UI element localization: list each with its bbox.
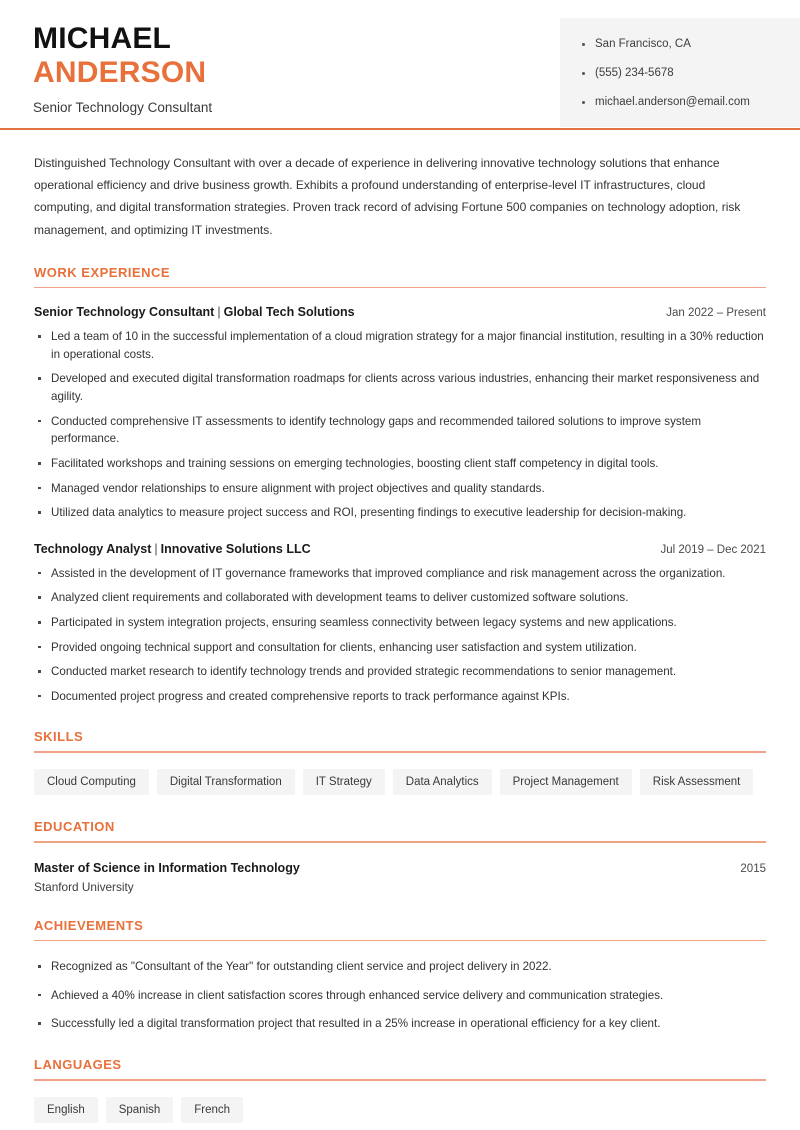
achievement-bullet: [34, 1015, 766, 1033]
experience-entry-header: [34, 305, 766, 319]
section-education: [34, 819, 766, 894]
experience-entry: [34, 305, 766, 521]
section-heading-education: EDUCATION: [34, 819, 115, 835]
square-bullet-icon: [38, 487, 41, 490]
section-divider: [34, 940, 766, 942]
title-separator: |: [217, 305, 221, 320]
bullet-dot-icon: [582, 72, 585, 75]
experience-bullet-list: [34, 565, 766, 706]
experience-bullet-text: Led a team of 10 in the successful implementation of a cloud migration strategy for a major financial institution, resulting in a 30% reduction in operational costs.: [51, 330, 764, 361]
experience-entry-header: [34, 542, 766, 556]
achievement-bullet-text: Achieved a 40% increase in client satisfaction scores through enhanced service delivery and communication strategies.: [51, 988, 664, 1002]
language-chip: English: [34, 1097, 98, 1123]
resume-header: [0, 0, 800, 128]
experience-bullet-text: Conducted comprehensive IT assessments to identify technology gaps and recommended tailored solutions to improve system performance.: [51, 414, 702, 446]
language-chip: French: [181, 1097, 243, 1123]
achievement-bullet-text: Successfully led a digital transformation project that resulted in a 25% increase in operational efficiency for a key client.: [51, 1017, 661, 1031]
section-divider: [34, 287, 766, 289]
first-name: MICHAEL: [33, 22, 172, 55]
skill-chip: IT Strategy: [303, 769, 385, 795]
achievement-bullet: [34, 987, 766, 1005]
section-divider: [34, 751, 766, 753]
experience-bullet: [34, 614, 766, 632]
experience-bullet-text: Developed and executed digital transformation roadmaps for clients across various industries, enhancing their market responsiveness and agility.: [51, 372, 760, 404]
section-heading-work-experience: WORK EXPERIENCE: [34, 264, 171, 280]
experience-bullet: [34, 589, 766, 607]
experience-bullet: [34, 455, 766, 473]
section-divider: [34, 841, 766, 843]
education-institution: Stanford University: [34, 879, 134, 894]
experience-date-range: Jul 2019 – Dec 2021: [660, 543, 766, 556]
experience-bullet-text: Provided ongoing technical support and consultation for clients, enhancing user satisfaction and system utilization.: [51, 640, 637, 654]
contact-info-box: [560, 18, 800, 127]
resume-content: [0, 152, 800, 1123]
experience-bullet-text: Analyzed client requirements and collaborated with development teams to deliver customized software solutions.: [51, 591, 629, 605]
experience-bullet: [34, 370, 766, 405]
language-chip: Spanish: [106, 1097, 174, 1123]
education-year: 2015: [740, 862, 766, 875]
experience-title-line: [34, 542, 311, 556]
experience-bullet-text: Managed vendor relationships to ensure alignment with project objectives and quality standards.: [51, 481, 545, 495]
experience-bullet-text: Utilized data analytics to measure project success and ROI, presenting findings to executive leadership for decision-making.: [51, 506, 687, 520]
experience-bullet-text: Documented project progress and created comprehensive reports to track performance against KPIs.: [51, 689, 570, 703]
square-bullet-icon: [38, 596, 41, 599]
square-bullet-icon: [38, 646, 41, 649]
square-bullet-icon: [38, 511, 41, 514]
experience-bullet-text: Participated in system integration projects, ensuring seamless connectivity between legacy systems and new applications.: [51, 615, 677, 629]
experience-company: Innovative Solutions LLC: [160, 541, 311, 556]
professional-title: Senior Technology Consultant: [33, 99, 213, 115]
experience-date-range: Jan 2022 – Present: [666, 307, 766, 320]
experience-bullet-list: [34, 328, 766, 521]
contact-phone-text: (555) 234-5678: [595, 66, 674, 79]
experience-role: Technology Analyst: [34, 541, 152, 556]
section-work-experience: [34, 265, 766, 706]
experience-bullet: [34, 639, 766, 657]
skill-chip: Data Analytics: [393, 769, 492, 795]
achievement-bullet-list: [34, 958, 766, 1033]
bullet-dot-icon: [582, 43, 585, 46]
skill-chip: Cloud Computing: [34, 769, 149, 795]
skill-chip: Digital Transformation: [157, 769, 295, 795]
achievement-bullet: [34, 958, 766, 976]
professional-summary: Distinguished Technology Consultant with over a decade of experience in delivering innovative technology solutions that enhance operational efficiency and drive business growth. Exhibits a profound understanding of enterprise-level IT infrastructures, cloud computing, and digital transformation strategies. Proven track record of advising Fortune 500 companies on technology adoption, risk management, and optimizing IT investments.: [34, 156, 741, 237]
section-languages: [34, 1057, 766, 1123]
title-separator: |: [154, 541, 158, 556]
contact-phone[interactable]: [582, 67, 800, 81]
square-bullet-icon: [38, 420, 41, 423]
experience-entry: [34, 542, 766, 706]
experience-bullet: [34, 565, 766, 583]
education-degree: Master of Science in Information Technology: [34, 860, 300, 875]
contact-email-text: michael.anderson@email.com: [595, 95, 750, 108]
experience-bullet-text: Facilitated workshops and training sessions on emerging technologies, boosting client staff competency in digital tools.: [51, 456, 659, 470]
square-bullet-icon: [38, 335, 41, 338]
square-bullet-icon: [38, 695, 41, 698]
experience-bullet: [34, 504, 766, 522]
section-achievements: [34, 918, 766, 1033]
square-bullet-icon: [38, 965, 41, 968]
contact-location-text: San Francisco, CA: [595, 38, 691, 50]
skill-chip: Project Management: [500, 769, 632, 795]
achievement-bullet-text: Recognized as "Consultant of the Year" for outstanding client service and project delivery in 2022.: [51, 960, 552, 974]
experience-bullet: [34, 328, 766, 363]
square-bullet-icon: [38, 994, 41, 997]
education-entry-header: [34, 861, 766, 875]
bullet-dot-icon: [582, 101, 585, 104]
contact-location: [582, 38, 800, 52]
languages-chip-list: [34, 1097, 766, 1123]
section-heading-languages: LANGUAGES: [34, 1057, 122, 1073]
square-bullet-icon: [38, 621, 41, 624]
experience-bullet: [34, 663, 766, 681]
skill-chip: Risk Assessment: [640, 769, 754, 795]
skills-chip-list: [34, 769, 766, 795]
experience-bullet: [34, 688, 766, 706]
square-bullet-icon: [38, 377, 41, 380]
contact-email[interactable]: [582, 96, 800, 110]
section-skills: [34, 729, 766, 795]
last-name: ANDERSON: [33, 55, 207, 89]
experience-role: Senior Technology Consultant: [34, 305, 215, 320]
square-bullet-icon: [38, 572, 41, 575]
experience-company: Global Tech Solutions: [223, 305, 355, 320]
square-bullet-icon: [38, 462, 41, 465]
experience-bullet-text: Assisted in the development of IT governance frameworks that improved compliance and risk management across the organization.: [51, 566, 726, 580]
header-divider: [0, 128, 800, 130]
square-bullet-icon: [38, 670, 41, 673]
section-heading-achievements: ACHIEVEMENTS: [34, 917, 144, 933]
experience-bullet-text: Conducted market research to identify technology trends and provided strategic recommendations to senior management.: [51, 665, 677, 679]
education-entry: [34, 861, 766, 894]
experience-bullet: [34, 480, 766, 498]
section-heading-skills: SKILLS: [34, 729, 84, 745]
square-bullet-icon: [38, 1022, 41, 1025]
section-divider: [34, 1079, 766, 1081]
experience-title-line: [34, 305, 355, 319]
experience-bullet: [34, 413, 766, 448]
header-identity: [0, 0, 212, 115]
